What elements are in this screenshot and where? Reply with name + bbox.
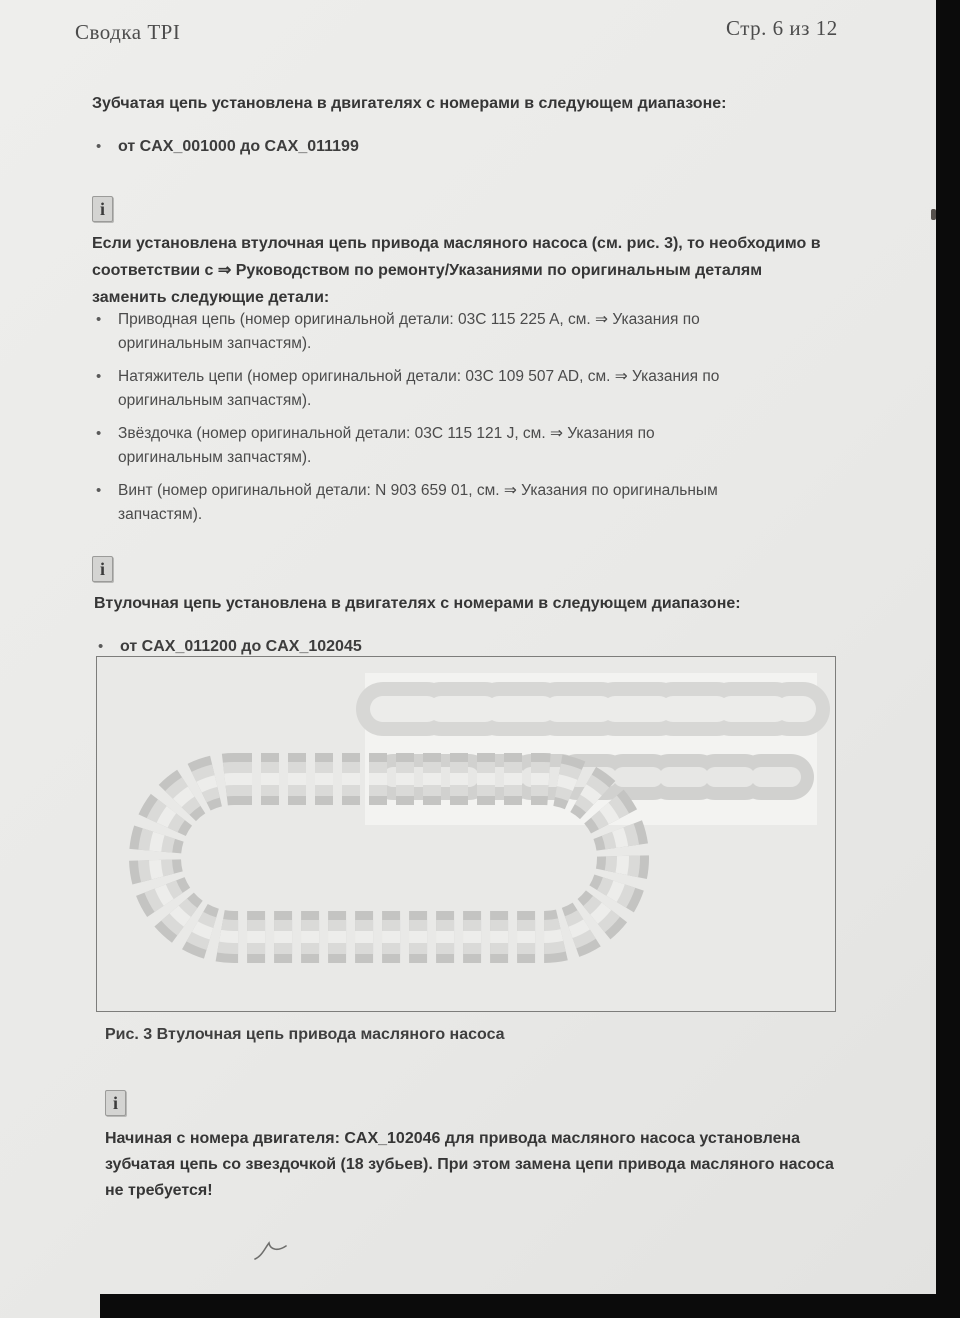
pen-mark: [252, 1240, 292, 1264]
para-bushing-chain-range: Втулочная цепь установлена в двигателях с номерами в следующем диапазоне:: [94, 595, 741, 612]
bushing-range-value: от CAX_011200 до CAX_102045: [120, 638, 362, 655]
toothed-range-bullet: [92, 134, 359, 159]
chain-photo: [97, 657, 835, 1011]
scan-edge-right: [936, 0, 960, 1318]
bullet-icon: •: [98, 638, 104, 655]
info-icon: [92, 196, 113, 222]
list-item: [92, 365, 792, 413]
document-title: Сводка TPI: [75, 20, 181, 44]
bullet-icon: •: [96, 138, 102, 155]
scan-edge-bottom: [100, 1294, 936, 1318]
part-tensioner: Натяжитель цепи (номер оригинальной детали: 03C 109 507 AD, см. ⇒ Указания по оригинальным запчастям).: [118, 368, 720, 409]
part-sprocket: Звёздочка (номер оригинальной детали: 03C 115 121 J, см. ⇒ Указания по оригинальным запчастям).: [118, 425, 655, 466]
info-icon-glyph: i: [112, 1092, 118, 1113]
bullet-icon: •: [96, 425, 102, 442]
part-screw: Винт (номер оригинальной детали: N 903 659 01, см. ⇒ Указания по оригинальным запчастям).: [118, 482, 718, 523]
part-drive-chain: Приводная цепь (номер оригинальной детали: 03C 115 225 A, см. ⇒ Указания по оригинальным запчастям).: [118, 311, 700, 352]
bullet-icon: •: [96, 311, 102, 328]
figure-caption: Рис. 3 Втулочная цепь привода масляного насоса: [105, 1026, 505, 1043]
bullet-icon: •: [96, 482, 102, 499]
page-number: Стр. 6 из 12: [726, 16, 838, 40]
para-replace-instruction: Если установлена втулочная цепь привода масляного насоса (см. рис. 3), то необходимо в соответствии с ⇒ Руководством по ремонту/Указаниями по оригинальным деталям заменить следующие детали:: [92, 235, 821, 306]
toothed-range-value: от CAX_001000 до CAX_011199: [118, 138, 359, 155]
info-icon-glyph: i: [99, 198, 105, 219]
list-item: [92, 479, 792, 527]
bullet-icon: •: [96, 368, 102, 385]
parts-list: [92, 308, 792, 536]
list-item: [92, 422, 792, 470]
info-icon-glyph: i: [99, 558, 105, 579]
list-item: [92, 308, 792, 356]
info-icon: [105, 1090, 126, 1116]
para-toothed-chain-range: Зубчатая цепь установлена в двигателях с номерами в следующем диапазоне:: [92, 95, 727, 112]
para-final-note: Начиная с номера двигателя: CAX_102046 для привода масляного насоса установлена зубчатая цепь со звездочкой (18 зубьев). При этом замена цепи привода масляного насоса не требуется!: [105, 1130, 834, 1199]
figure-box: [96, 656, 836, 1012]
info-icon: [92, 556, 113, 582]
